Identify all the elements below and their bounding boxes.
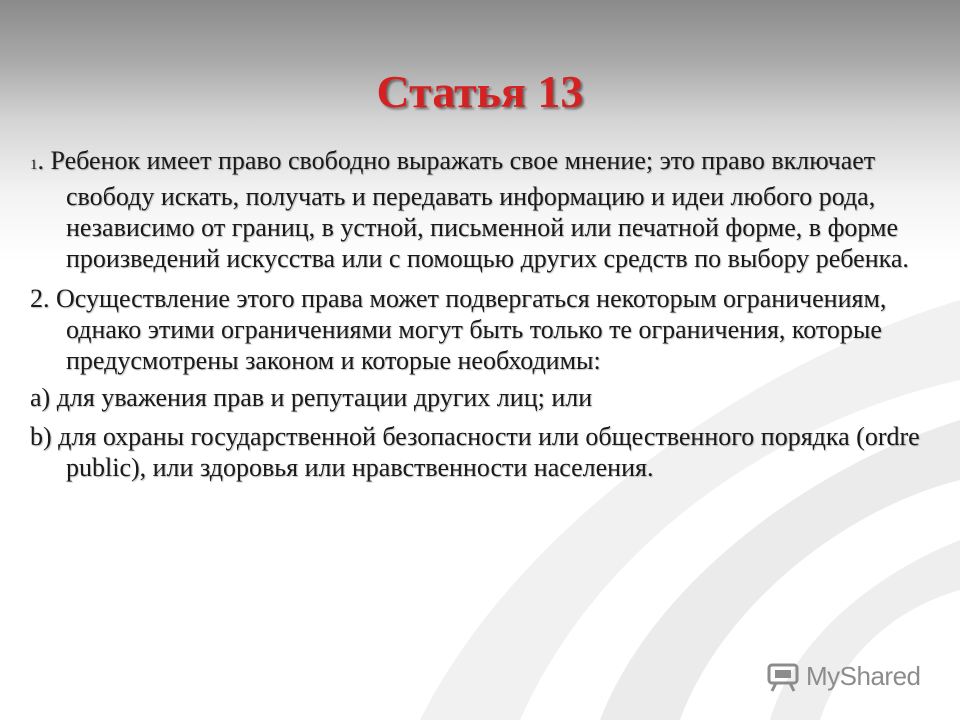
paragraph-1-text: . Ребенок имеет право свободно выражать свое мнение; это право включает свободу искать, получать и передавать информацию и идеи любого рода, независимо от границ, в устной, письменной или печатной форме, в форме произведений искусства или с помощью других средств по выбору ребенка. xyxy=(37,146,909,273)
paragraph-b: b) для охраны государственной безопасности или общественного порядка (ordre public), или здоровья или нравственности населения. xyxy=(30,422,920,482)
paragraph-1 xyxy=(30,145,930,274)
paragraph-1-number: 1 xyxy=(30,157,38,173)
paragraph-a: а) для уважения прав и репутации других лиц; или xyxy=(30,383,593,412)
slide-title: Статья 13 xyxy=(376,66,584,117)
projector-icon xyxy=(766,659,800,693)
slide-content xyxy=(30,145,930,489)
myshared-watermark xyxy=(766,656,921,696)
paragraph-2: 2. Осуществление этого права может подвергаться некоторым ограничениям, однако этими ограничениями могут быть только те ограничения, которые предусмотрены законом и которые необходимы: xyxy=(30,284,887,375)
watermark-text: MyShared xyxy=(806,660,921,691)
